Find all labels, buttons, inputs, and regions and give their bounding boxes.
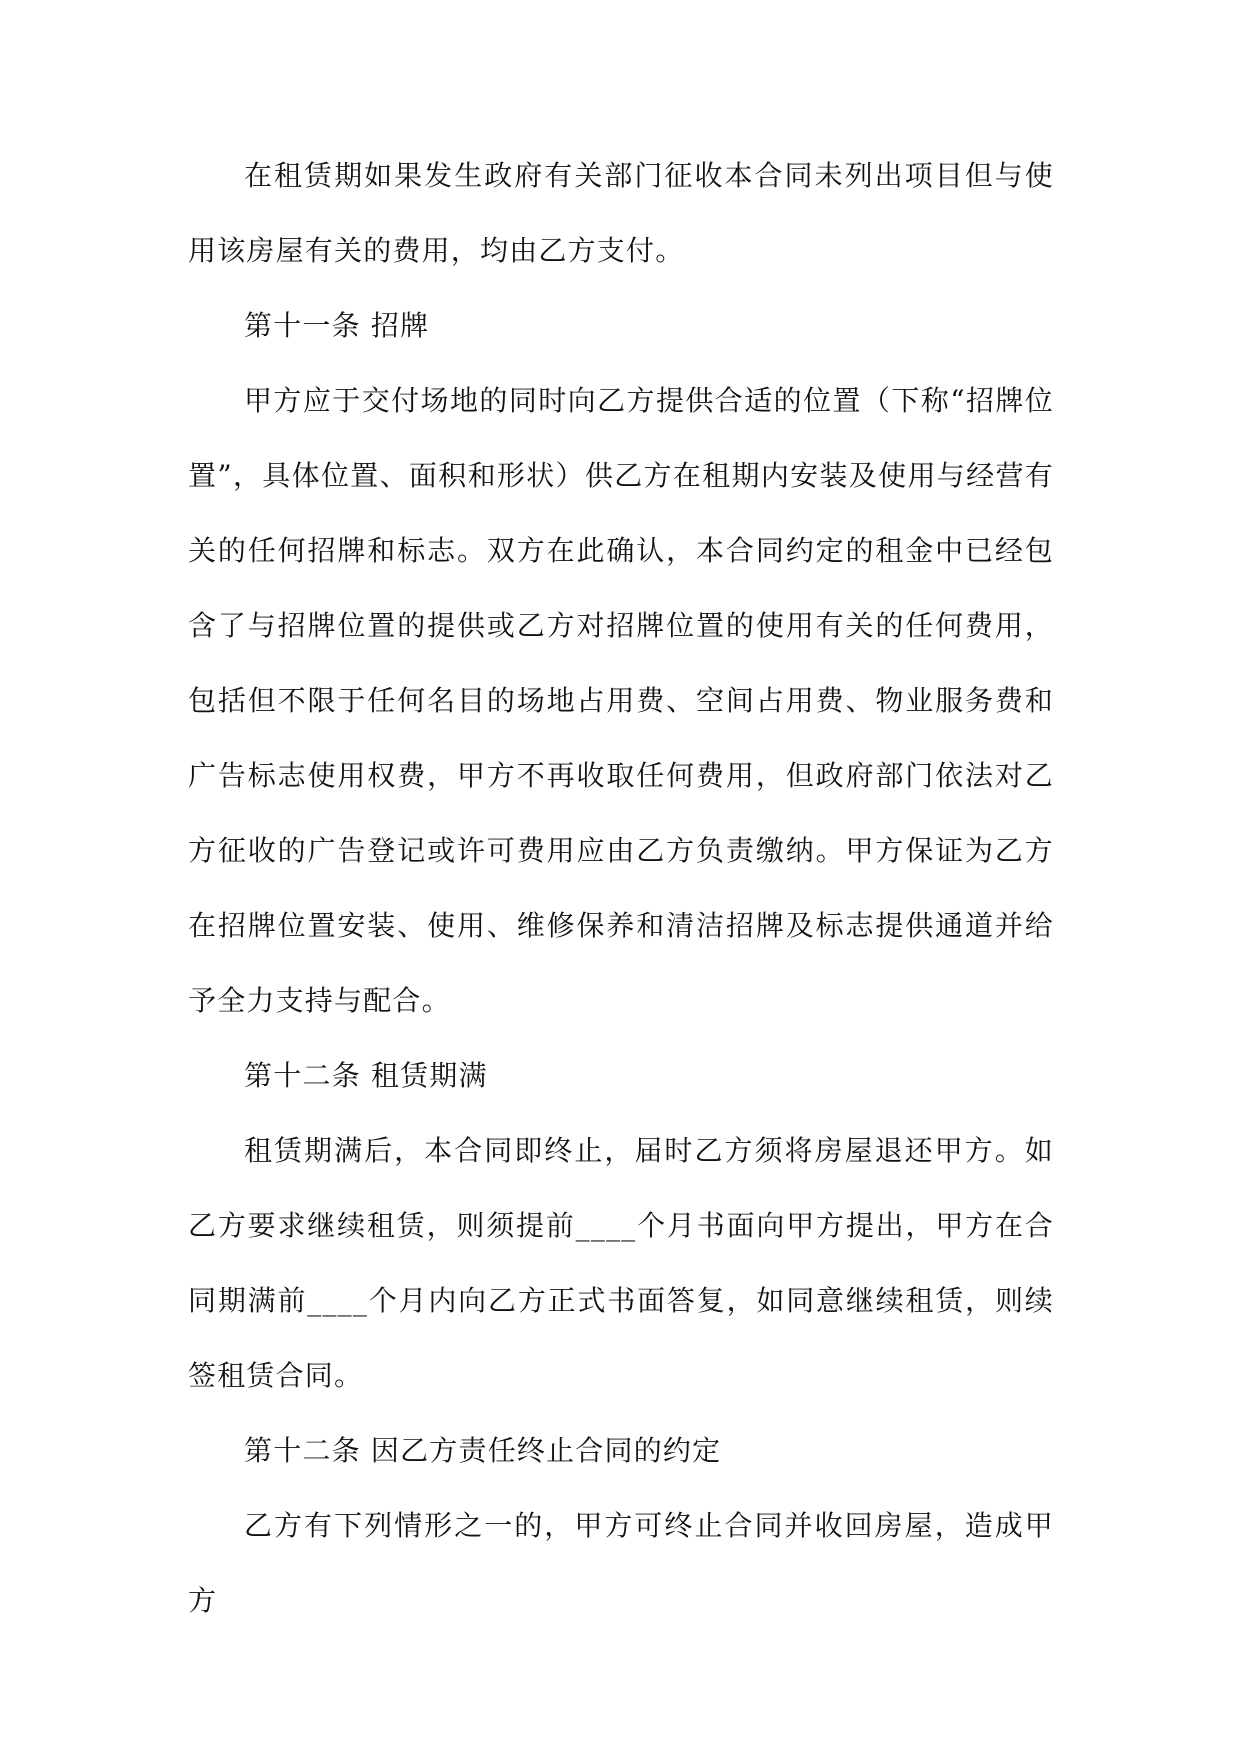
heading-article-12-termination: 第十二条 因乙方责任终止合同的约定	[244, 1434, 722, 1467]
paragraph-termination: 乙方有下列情形之一的，甲方可终止合同并收回房屋，造成甲方	[188, 1509, 1054, 1617]
document-body	[188, 138, 1054, 1638]
heading-article-11-signboard: 第十一条 招牌	[244, 309, 430, 342]
heading-article-12-lease-expiry: 第十二条 租赁期满	[244, 1059, 488, 1092]
paragraph-signboard: 甲方应于交付场地的同时向乙方提供合适的位置（下称“招牌位置”，具体位置、面积和形状）供乙方在租期内安装及使用与经营有关的任何招牌和标志。双方在此确认，本合同约定的租金中已经包含了与招牌位置的提供或乙方对招牌位置的使用有关的任何费用，包括但不限于任何名目的场地占用费、空间占用费、物业服务费和广告标志使用权费，甲方不再收取任何费用，但政府部门依法对乙方征收的广告登记或许可费用应由乙方负责缴纳。甲方保证为乙方在招牌位置安装、使用、维修保养和清洁招牌及标志提供通道并给予全力支持与配合。	[188, 384, 1054, 1017]
paragraph-fees: 在租赁期如果发生政府有关部门征收本合同未列出项目但与使用该房屋有关的费用，均由乙方支付。	[188, 159, 1054, 267]
paragraph-lease-expiry: 租赁期满后，本合同即终止，届时乙方须将房屋退还甲方。如乙方要求继续租赁，则须提前____个月书面向甲方提出，甲方在合同期满前____个月内向乙方正式书面答复，如同意继续租赁，则续签租赁合同。	[188, 1134, 1054, 1392]
